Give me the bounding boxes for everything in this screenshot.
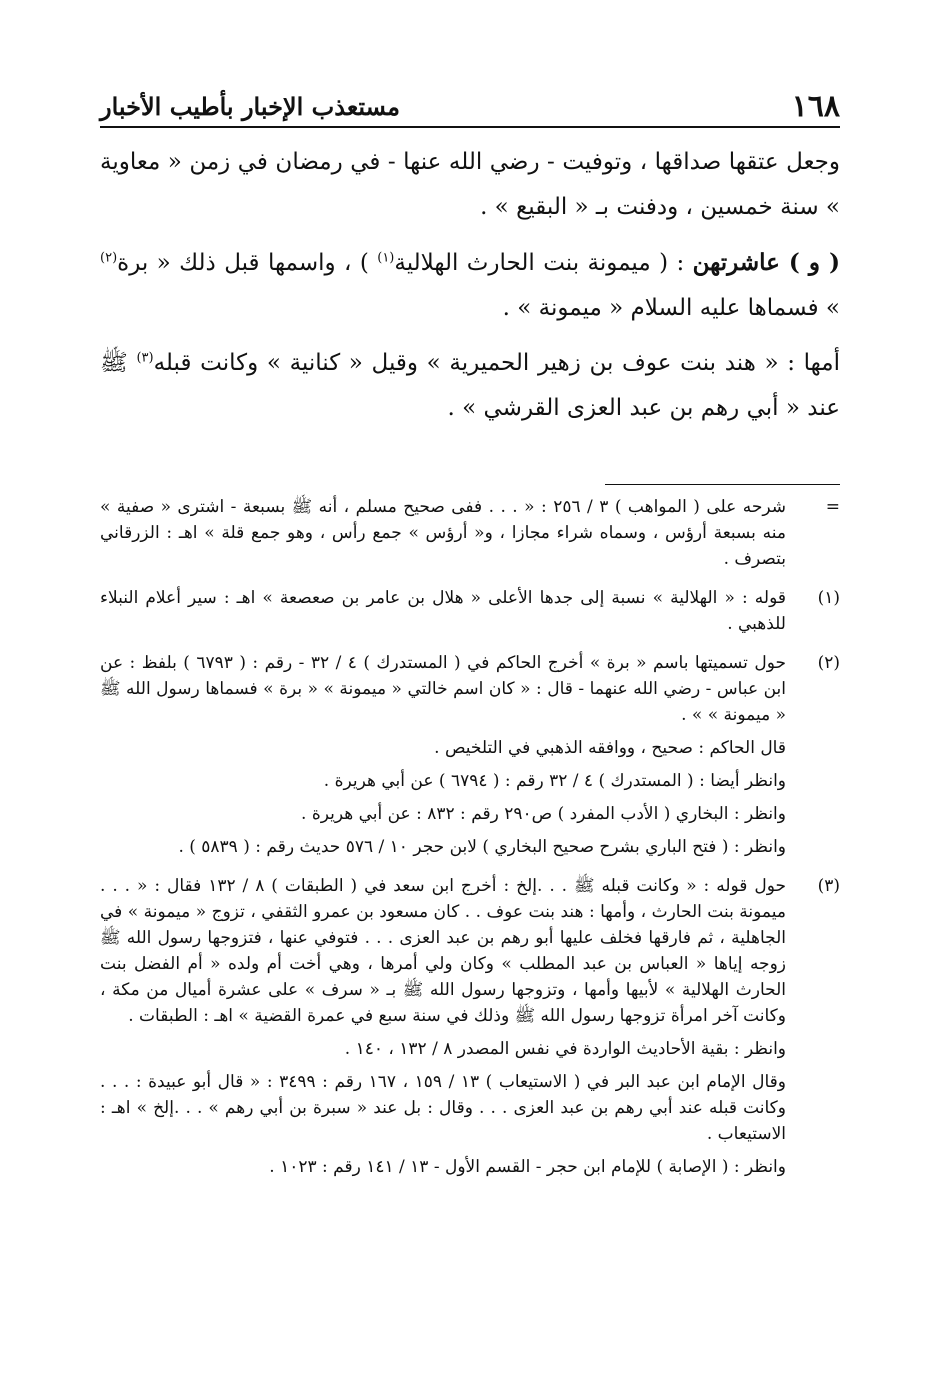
footnote-2-para-4: وانظر : البخاري ( الأدب المفرد ) ص٢٩٠ رقم : ٨٣٢ : عن أبي هريرة .: [301, 804, 786, 824]
paragraph-1: وجعل عتقها صداقها ، وتوفيت - رضي الله عنها - في رمضان في زمن « معاوية » سنة خمسين ، ودفنت بـ « البقيع » .: [100, 149, 840, 220]
paragraph-2-lead: ( و ) عاشرتهن: [692, 249, 840, 276]
footnote-continuation: [100, 494, 840, 579]
footnote-2: [100, 650, 840, 867]
paragraph-2: [100, 240, 840, 331]
footnote-separator: [605, 484, 840, 485]
footnote-2-body: [100, 650, 786, 867]
footnote-1-text: قوله : « الهلالية » نسبة إلى جدها الأعلى « هلال بن عامر بن صعصعة » اهـ : سير أعلام النبلاء للذهبي .: [100, 588, 786, 634]
page-number: ١٦٨: [791, 88, 840, 124]
running-header: [100, 86, 840, 128]
footnote-2-number: (٢): [817, 653, 840, 673]
paragraph-3: [100, 341, 840, 431]
footnote-2-para-5: وانظر : ( فتح الباري بشرح صحيح البخاري ) لابن حجر ١٠ / ٥٧٦ حديث رقم : ( ٥٨٣٩ ) .: [178, 837, 786, 857]
paragraph-3-text-a: أمها : « هند بنت عوف بن زهير الحميرية » وقيل « كنانية » وكانت قبله: [153, 350, 840, 376]
footnote-3-body: [100, 873, 786, 1187]
footnote-1-number: (١): [817, 588, 840, 608]
footnote-cont-marker: =: [825, 497, 840, 517]
footnote-cont-text: شرحه على ( المواهب ) ٣ / ٢٥٦ : « . . . ففى صحيح مسلم ، أنه ﷺ بسبعة - اشترى « صفية » منه بسبعة أرؤس ، وسماه شراء مجازا ، و« أرؤس » جمع رأس ، وهو جمع قلة » اهـ : الزرقاني بتصرف .: [100, 497, 786, 569]
footnote-ref-3[interactable]: (٣): [136, 350, 154, 366]
footnote-2-para-3: وانظر أيضا : ( المستدرك ) ٤ / ٣٢ رقم : ( ٦٧٩٤ ) عن أبي هريرة .: [323, 771, 786, 791]
footnote-1-body: [100, 585, 786, 644]
paragraph-2-text-a: : ( ميمونة بنت الحارث الهلالية: [394, 250, 693, 276]
footnote-3-para-4: وانظر : ( الإصابة ) للإمام ابن حجر - القسم الأول - ١٣ / ١٤١ رقم : ١٠٢٣ .: [269, 1157, 786, 1177]
footnote-2-para-1: حول تسميتها باسم « برة » أخرج الحاكم في ( المستدرك ) ٤ / ٣٢ - رقم : ( ٦٧٩٣ ) بلفظ : عن ابن عباس - رضي الله عنهما - قال : « كان اسم خالتي « ميمونة » « برة » فسماها رسول الله ﷺ « ميمونة » » .: [100, 653, 786, 725]
footnote-3-para-2: وانظر : بقية الأحاديث الواردة في نفس المصدر ٨ / ١٣٢ ، ١٤٠ .: [344, 1039, 786, 1059]
footnotes: [100, 494, 840, 1193]
footnote-ref-2[interactable]: (٢): [100, 250, 118, 266]
book-title: مستعذب الإخبار بأطيب الأخبار: [100, 91, 400, 121]
footnote-3: [100, 873, 840, 1187]
footnote-2-para-2: قال الحاكم : صحيح ، ووافقه الذهبي في التلخيص .: [434, 738, 786, 758]
footnote-3-para-1: حول قوله : « وكانت قبله ﷺ . . .إلخ : أخرج ابن سعد في ( الطبقات ) ٨ / ١٣٢ فقال : « . . . ميمونة بنت الحارث ، وأمها : هند بنت عوف . . كان مسعود بن عمرو الثقفي ، تزوج « ميمونة » في الجاهلية ، ثم فارقها فخلف عليها أبو رهم بن عبد العزى . . . فتوفي عنها ، فتزوجها رسول الله ﷺ زوجه إياها « العباس بن عبد المطلب » وكان ولي أمرها ، وهي أخت أم ولده « أم الفضل بنت الحارث الهلالية » لأبيها وأمها ، وتزوجها رسول الله ﷺ بـ « سرف » على عشرة أميال من مكة ، وكانت آخر امرأة تزوجها رسول الله ﷺ وذلك في سنة سبع في عمرة القضية » اهـ : الطبقات .: [100, 876, 786, 1026]
paragraph-2-text-c: » فسماها عليه السلام « ميمونة » .: [502, 295, 840, 321]
footnote-3-para-3: وقال الإمام ابن عبد البر في ( الاستيعاب ) ١٣ / ١٥٩ ، ١٦٧ رقم : ٣٤٩٩ : « قال أبو عبيدة : . . . وكانت قبله عند أبي رهم بن عبد العزى . . . وقال : بل عند « سبرة بن أبي رهم » . . .إلخ » اهـ : الاستيعاب .: [100, 1072, 786, 1144]
footnote-3-number: (٣): [817, 876, 840, 896]
footnote-ref-1[interactable]: (١): [377, 250, 395, 266]
footnote-1: [100, 585, 840, 644]
paragraph-3-text-b: ﷺ عند « أبي رهم بن عبد العزى القرشي » .: [100, 350, 840, 421]
footnote-cont-body: [100, 494, 786, 579]
main-text: [100, 140, 840, 441]
paragraph-2-text-b: ) ، واسمها قبل ذلك « برة: [117, 250, 378, 276]
